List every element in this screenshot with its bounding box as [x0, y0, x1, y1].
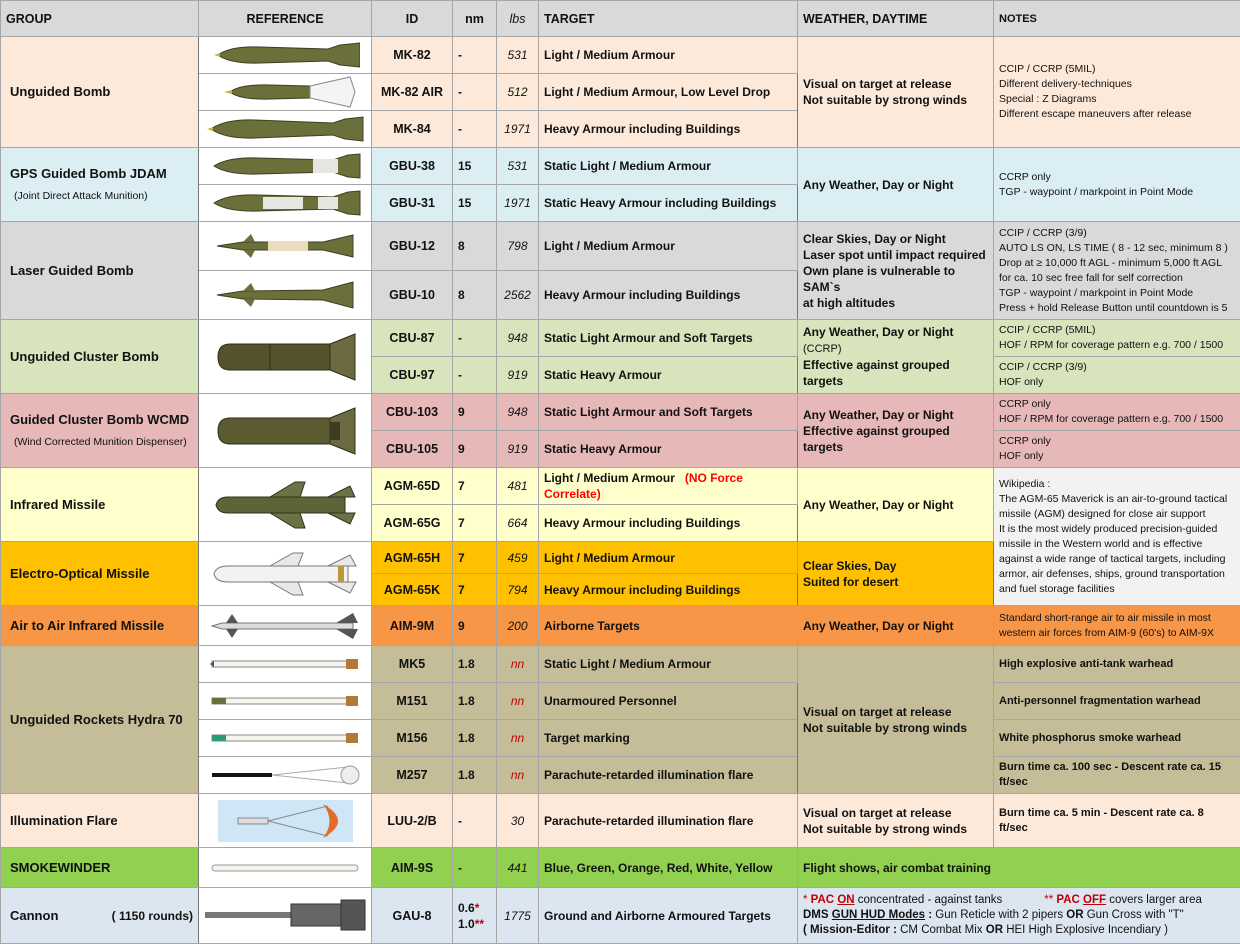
- notes-text: covers larger area: [1106, 894, 1202, 906]
- notes-line: Different escape maneuvers after release: [999, 108, 1192, 120]
- lbs-cell: 948: [497, 394, 539, 431]
- notes-text: :: [925, 909, 933, 921]
- header-lbs: lbs: [497, 1, 539, 37]
- group-infrared-missile: Infrared Missile: [1, 468, 199, 542]
- nm-cell: -: [453, 848, 497, 888]
- group-electro-optical-missile: Electro-Optical Missile: [1, 542, 199, 606]
- lbs-cell: 919: [497, 431, 539, 468]
- weather-cell: Flight shows, air combat training: [798, 848, 1240, 888]
- nm-cell: 1.8: [453, 683, 497, 720]
- notes-line: western air forces from AIM-9 (60's) to AIM-9X: [999, 626, 1214, 639]
- notes-line: TGP - waypoint / markpoint in Point Mode: [999, 286, 1194, 299]
- notes-line: It is the most widely produced precision-guided: [999, 522, 1218, 535]
- target-cell: Static Light Armour and Soft Targets: [539, 394, 798, 431]
- bomb-image: [199, 271, 372, 320]
- target-cell: Light / Medium Armour: [539, 222, 798, 271]
- nm-cell: 7: [453, 542, 497, 574]
- notes-line: and fuel storage facilities: [999, 582, 1115, 595]
- notes-line: CCIP / CCRP (3/9): [999, 226, 1087, 239]
- weather-line: Visual on target at release: [803, 77, 952, 91]
- nm-cell: 1.8: [453, 720, 497, 757]
- lbs-cell: 919: [497, 357, 539, 394]
- nm-cell: 7: [453, 505, 497, 542]
- target-cell: Heavy Armour including Buildings: [539, 271, 798, 320]
- group-name: Guided Cluster Bomb WCMD: [10, 411, 190, 427]
- notes-cell: [994, 606, 1240, 646]
- target-cell: Heavy Armour including Buildings: [539, 574, 798, 606]
- nm-cell: 9: [453, 394, 497, 431]
- lbs-cell: nn: [497, 683, 539, 720]
- id-cell: M156: [372, 720, 453, 757]
- nm-cell: -: [453, 111, 497, 148]
- pac-on: ON: [837, 894, 855, 906]
- id-cell: AIM-9M: [372, 606, 453, 646]
- notes-line: armor, air defenses, ships, ground transportation: [999, 567, 1225, 580]
- notes-line: CCIP / CCRP (3/9): [999, 361, 1087, 373]
- group-name: Cannon: [10, 907, 59, 923]
- weather-cell: [798, 222, 994, 320]
- target-cell: Unarmoured Personnel: [539, 683, 798, 720]
- target-cell: Light / Medium Armour, Low Level Drop: [539, 74, 798, 111]
- id-cell: M151: [372, 683, 453, 720]
- group-subtitle: (Joint Direct Attack Munition): [14, 189, 148, 202]
- notes-line: [803, 893, 1235, 908]
- cannon-image: [199, 888, 372, 944]
- notes-cell: White phosphorus smoke warhead: [994, 720, 1240, 757]
- notes-cell: High explosive anti-tank warhead: [994, 646, 1240, 683]
- id-cell: AGM-65H: [372, 542, 453, 574]
- pac-label: PAC: [807, 894, 838, 906]
- notes-cell: [994, 320, 1240, 357]
- id-cell: GAU-8: [372, 888, 453, 944]
- notes-line: CCRP only: [999, 398, 1051, 410]
- nm-line: [458, 916, 491, 932]
- rocket-image: [199, 646, 372, 683]
- table-row: [1, 222, 1240, 271]
- weather-line: Suited for desert: [803, 574, 899, 589]
- notes-line: Standard short-range air to air missile in most: [999, 611, 1211, 624]
- weather-line: [803, 324, 988, 357]
- flare-image: [199, 794, 372, 848]
- notes-cell: [994, 222, 1240, 320]
- notes-text: Gun Reticle with 2 pipers: [932, 909, 1067, 921]
- group-name: GPS Guided Bomb JDAM: [10, 165, 167, 181]
- id-cell: CBU-87: [372, 320, 453, 357]
- weather-text: Any Weather, Day or Night: [803, 325, 954, 339]
- weather-line: Visual on target at release: [803, 805, 952, 820]
- notes-line: Different delivery-techniques: [999, 78, 1132, 90]
- notes-line: CCIP / CCRP (5MIL): [999, 324, 1096, 336]
- id-cell: CBU-105: [372, 431, 453, 468]
- notes-line: CCRP only: [999, 170, 1051, 183]
- lbs-cell: 1971: [497, 185, 539, 222]
- target-cell: Static Heavy Armour including Buildings: [539, 185, 798, 222]
- id-cell: AIM-9S: [372, 848, 453, 888]
- lbs-cell: 200: [497, 606, 539, 646]
- notes-line: TGP - waypoint / markpoint in Point Mode: [999, 185, 1194, 198]
- id-cell: MK-82: [372, 37, 453, 74]
- bomb-image: [199, 185, 372, 222]
- lbs-cell: 1775: [497, 888, 539, 944]
- group-cluster-bomb: Unguided Cluster Bomb: [1, 320, 199, 394]
- nm-cell: -: [453, 37, 497, 74]
- nm-cell: 9: [453, 606, 497, 646]
- nm-cell: 15: [453, 185, 497, 222]
- target-cell: Target marking: [539, 720, 798, 757]
- id-cell: AGM-65D: [372, 468, 453, 505]
- missile-image: [199, 468, 372, 542]
- nm-cell: 8: [453, 271, 497, 320]
- group-smokewinder: SMOKEWINDER: [1, 848, 199, 888]
- notes-text: concentrated - against tanks: [854, 894, 1003, 906]
- nm-line: [458, 900, 491, 916]
- notes-cell: [994, 37, 1240, 148]
- weather-cell: Any Weather, Day or Night: [798, 606, 994, 646]
- table-row: [1, 646, 1240, 683]
- notes-text: Gun Cross with "T": [1083, 909, 1184, 921]
- id-cell: MK5: [372, 646, 453, 683]
- id-cell: GBU-38: [372, 148, 453, 185]
- lbs-cell: 531: [497, 37, 539, 74]
- table-row: [1, 468, 1240, 505]
- bomb-image: [199, 394, 372, 468]
- weather-line: Not suitable by strong winds: [803, 821, 968, 836]
- target-cell: Ground and Airborne Armoured Targets: [539, 888, 798, 944]
- nm-cell: -: [453, 74, 497, 111]
- nm-cell: 7: [453, 468, 497, 505]
- target-cell: Blue, Green, Orange, Red, White, Yellow: [539, 848, 798, 888]
- lbs-cell: 948: [497, 320, 539, 357]
- weather-line: Laser spot until impact required: [803, 247, 986, 262]
- rounds-count: ( 1150 rounds): [111, 908, 193, 923]
- target-cell: Parachute-retarded illumination flare: [539, 794, 798, 848]
- group-air-to-air-missile: Air to Air Infrared Missile: [1, 606, 199, 646]
- header-nm: nm: [453, 1, 497, 37]
- missile-image: [199, 542, 372, 606]
- nm-cell: 15: [453, 148, 497, 185]
- weather-cell: [798, 794, 994, 848]
- target-cell: Static Light / Medium Armour: [539, 646, 798, 683]
- group-rockets-hydra: Unguided Rockets Hydra 70: [1, 646, 199, 794]
- id-cell: LUU-2/B: [372, 794, 453, 848]
- table-row: [1, 148, 1240, 185]
- gun-hud-modes: GUN HUD Modes: [831, 909, 926, 921]
- lbs-cell: 798: [497, 222, 539, 271]
- bomb-image: [199, 148, 372, 185]
- notes-line: AUTO LS ON, LS TIME ( 8 - 12 sec, minimum 8 ): [999, 241, 1228, 254]
- lbs-cell: 2562: [497, 271, 539, 320]
- notes-line: Wikipedia :: [999, 477, 1051, 490]
- notes-text: HEI High Explosive Incendiary ): [1003, 924, 1168, 936]
- group-subtitle: (Wind Corrected Munition Dispenser): [14, 435, 187, 448]
- target-text: Light / Medium Armour: [544, 471, 675, 485]
- group-cannon: [1, 888, 199, 944]
- notes-line: [803, 908, 1235, 923]
- lbs-cell: 459: [497, 542, 539, 574]
- lbs-cell: nn: [497, 720, 539, 757]
- table-row: [1, 394, 1240, 431]
- or-label: OR: [985, 924, 1003, 936]
- header-notes: NOTES: [994, 1, 1240, 37]
- notes-line: Drop at ≥ 10,000 ft AGL - minimum 5,000 ft AGL: [999, 256, 1223, 269]
- lbs-cell: 30: [497, 794, 539, 848]
- rocket-image: [199, 683, 372, 720]
- nm-cell: [453, 888, 497, 944]
- target-cell: Static Heavy Armour: [539, 357, 798, 394]
- smokewinder-image: [199, 848, 372, 888]
- lbs-cell: 664: [497, 505, 539, 542]
- notes-line: [803, 923, 1235, 938]
- notes-text: CM Combat Mix: [896, 924, 986, 936]
- id-cell: M257: [372, 757, 453, 794]
- target-cell: Parachute-retarded illumination flare: [539, 757, 798, 794]
- target-cell: [539, 468, 798, 505]
- nm-cell: 8: [453, 222, 497, 271]
- weather-line: Clear Skies, Day: [803, 558, 897, 573]
- notes-line: CCIP / CCRP (5MIL): [999, 63, 1096, 75]
- id-cell: CBU-97: [372, 357, 453, 394]
- target-cell: Light / Medium Armour: [539, 542, 798, 574]
- nm-cell: 9: [453, 431, 497, 468]
- bomb-image: [199, 111, 372, 148]
- notes-line: The AGM-65 Maverick is an air-to-ground tactical: [999, 492, 1228, 505]
- weather-cell: Any Weather, Day or Night: [798, 148, 994, 222]
- bomb-image: [199, 37, 372, 74]
- star-mark: *: [803, 894, 808, 906]
- weather-cell: [798, 394, 994, 468]
- notes-cell: [994, 468, 1240, 606]
- table-row: [1, 606, 1240, 646]
- weather-line: at high altitudes: [803, 295, 896, 310]
- weather-cell: [798, 542, 994, 606]
- lbs-cell: nn: [497, 757, 539, 794]
- id-cell: AGM-65K: [372, 574, 453, 606]
- mission-editor-label: ( Mission-Editor :: [803, 924, 897, 936]
- notes-line: Press + hold Release Button until countdown is 5: [999, 301, 1228, 314]
- star-mark: *: [474, 900, 480, 915]
- weather-line: Effective against grouped targets: [803, 358, 950, 388]
- nm-cell: -: [453, 320, 497, 357]
- lbs-cell: 531: [497, 148, 539, 185]
- weather-line: Clear Skies, Day or Night: [803, 231, 946, 246]
- notes-line: HOF only: [999, 450, 1044, 462]
- table-row: [1, 794, 1240, 848]
- group-unguided-bomb: Unguided Bomb: [1, 37, 199, 148]
- id-cell: CBU-103: [372, 394, 453, 431]
- nm-cell: 1.8: [453, 757, 497, 794]
- notes-cell: Burn time ca. 100 sec - Descent rate ca. 15 ft/sec: [994, 757, 1240, 794]
- id-cell: GBU-12: [372, 222, 453, 271]
- nm-cell: 7: [453, 574, 497, 606]
- notes-line: against a wide range of tactical targets, including: [999, 552, 1226, 565]
- notes-line: missile in the Western world and is effective: [999, 537, 1203, 550]
- weather-cell: [798, 646, 994, 794]
- header-id: ID: [372, 1, 453, 37]
- weather-cell: Any Weather, Day or Night: [798, 468, 994, 542]
- rocket-image: [199, 720, 372, 757]
- header-group: GROUP: [1, 1, 199, 37]
- target-cell: Heavy Armour including Buildings: [539, 505, 798, 542]
- table-row: [1, 888, 1240, 944]
- notes-cell: Burn time ca. 5 min - Descent rate ca. 8 ft/sec: [994, 794, 1240, 848]
- header-reference: REFERENCE: [199, 1, 372, 37]
- target-cell: Static Light Armour and Soft Targets: [539, 320, 798, 357]
- notes-cell: [994, 148, 1240, 222]
- missile-image: [199, 606, 372, 646]
- table-row: [1, 37, 1240, 74]
- notes-line: Special : Z Diagrams: [999, 93, 1097, 105]
- header-weather: WEATHER, DAYTIME: [798, 1, 994, 37]
- weather-line: Not suitable by strong winds: [803, 720, 968, 735]
- id-cell: MK-84: [372, 111, 453, 148]
- nm-cell: -: [453, 357, 497, 394]
- table-row: [1, 320, 1240, 357]
- notes-line: HOF / RPM for coverage pattern e.g. 700 / 1500: [999, 339, 1224, 351]
- weather-line: Not suitable by strong winds: [803, 93, 968, 107]
- weather-cell: [798, 37, 994, 148]
- nm-cell: -: [453, 794, 497, 848]
- id-cell: GBU-31: [372, 185, 453, 222]
- star-mark: **: [474, 916, 485, 931]
- weather-line: Own plane is vulnerable to SAM`s: [803, 263, 956, 294]
- bomb-image: [199, 320, 372, 394]
- weather-line: Any Weather, Day or Night: [803, 407, 954, 422]
- bomb-image: [199, 222, 372, 271]
- nm-cell: 1.8: [453, 646, 497, 683]
- weather-cell: [798, 320, 994, 394]
- lbs-cell: 481: [497, 468, 539, 505]
- notes-cell: Anti-personnel fragmentation warhead: [994, 683, 1240, 720]
- notes-line: missile (AGM) designed for close air support: [999, 507, 1206, 520]
- star-mark: **: [1044, 894, 1054, 906]
- weather-tag: (CCRP): [803, 343, 842, 355]
- lbs-cell: nn: [497, 646, 539, 683]
- lbs-cell: 1971: [497, 111, 539, 148]
- pac-label: PAC: [1053, 894, 1084, 906]
- lbs-cell: 441: [497, 848, 539, 888]
- notes-cell: [994, 394, 1240, 431]
- nm-value: 1.0: [458, 916, 475, 931]
- target-cell: Static Heavy Armour: [539, 431, 798, 468]
- group-laser-guided-bomb: Laser Guided Bomb: [1, 222, 199, 320]
- notes-cell: [994, 357, 1240, 394]
- header-row: [1, 1, 1240, 37]
- notes-line: for ca. 10 sec free fall for self correction: [999, 271, 1183, 284]
- pac-off: OFF: [1083, 894, 1107, 906]
- bomb-image: [199, 74, 372, 111]
- nm-value: 0.6: [458, 900, 475, 915]
- id-cell: MK-82 AIR: [372, 74, 453, 111]
- target-cell: Airborne Targets: [539, 606, 798, 646]
- target-cell: Light / Medium Armour: [539, 37, 798, 74]
- weather-line: Effective against grouped targets: [803, 423, 950, 454]
- or-label: OR: [1066, 909, 1084, 921]
- notes-line: HOF only: [999, 376, 1044, 388]
- notes-cell: [994, 431, 1240, 468]
- dms-label: DMS: [803, 909, 832, 921]
- table-row: [1, 848, 1240, 888]
- notes-line: CCRP only: [999, 435, 1051, 447]
- header-target: TARGET: [539, 1, 798, 37]
- warning-text: (NO Force Correlate): [544, 471, 743, 501]
- lbs-cell: 794: [497, 574, 539, 606]
- rocket-image: [199, 757, 372, 794]
- group-illumination-flare: Illumination Flare: [1, 794, 199, 848]
- notes-cell: [798, 888, 1240, 944]
- target-cell: Heavy Armour including Buildings: [539, 111, 798, 148]
- notes-line: HOF / RPM for coverage pattern e.g. 700 / 1500: [999, 413, 1224, 425]
- lbs-cell: 512: [497, 74, 539, 111]
- group-jdam: [1, 148, 199, 222]
- id-cell: AGM-65G: [372, 505, 453, 542]
- weather-line: Visual on target at release: [803, 704, 952, 719]
- id-cell: GBU-10: [372, 271, 453, 320]
- group-wcmd: [1, 394, 199, 468]
- target-cell: Static Light / Medium Armour: [539, 148, 798, 185]
